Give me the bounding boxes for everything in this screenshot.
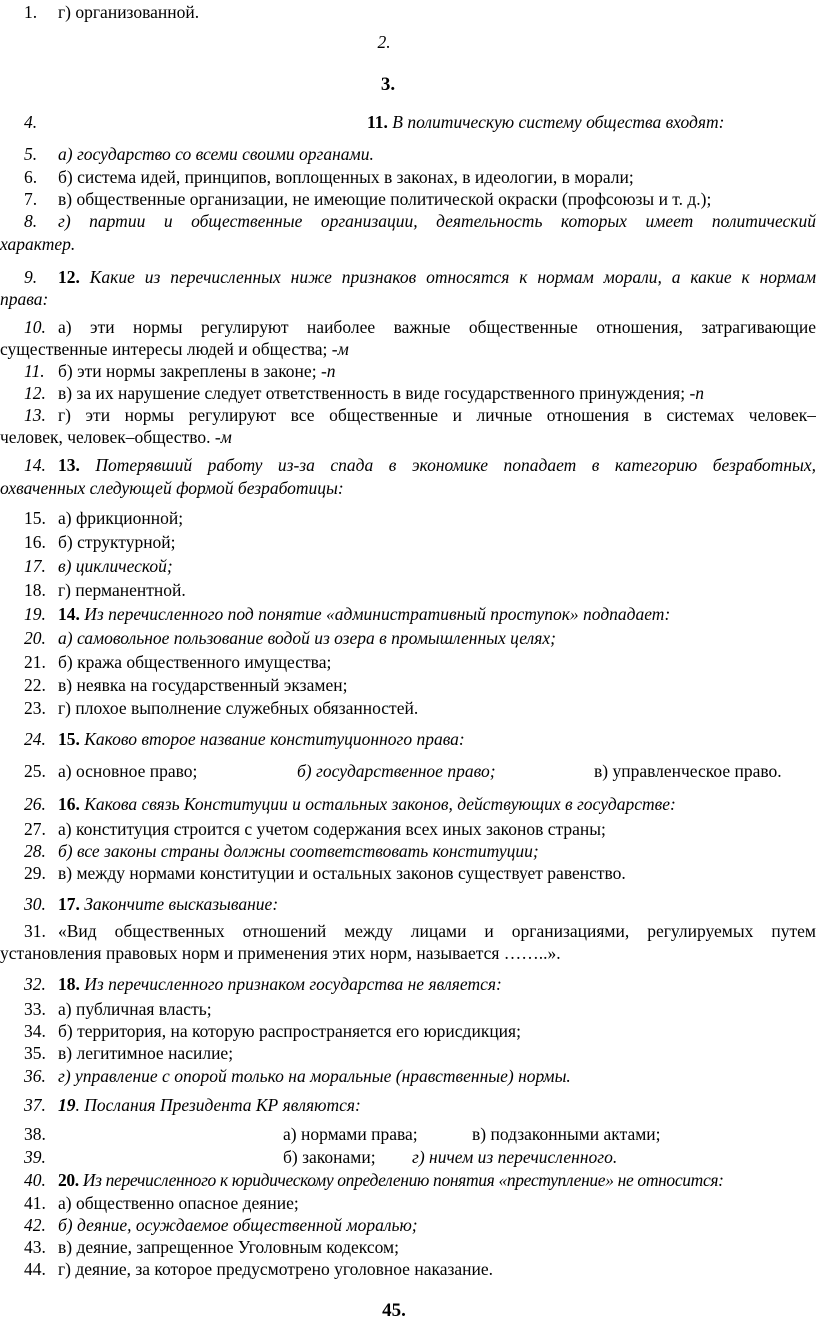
- section-heading-45: 45.: [382, 1300, 406, 1321]
- item-number: 43.: [24, 1237, 46, 1257]
- question-text: Какие из перечисленных ниже признаков относятся к нормам морали, а какие к нормам: [89, 267, 816, 287]
- item-number: 27.: [24, 819, 46, 839]
- answer-mark: -м: [331, 339, 349, 359]
- question-text-continued: охваченных следующей формой безработицы:: [0, 478, 344, 498]
- option-a: а) основное право;: [58, 761, 198, 781]
- item-number: 32.: [24, 974, 46, 994]
- item-text: г) деяние, за которое предусмотрено уголовное наказание.: [58, 1259, 494, 1279]
- item-number: 37.: [24, 1095, 46, 1115]
- item-number: 23.: [24, 698, 46, 718]
- item-number: 33.: [24, 999, 46, 1019]
- item-number: 24.: [24, 729, 46, 749]
- item-number: 44.: [24, 1259, 46, 1279]
- question-number: 11.: [367, 112, 388, 132]
- item-text: в) циклической;: [58, 556, 173, 576]
- item-number: 22.: [24, 675, 46, 695]
- item-text: в) между нормами конституции и остальных законов существует равенство.: [58, 863, 626, 883]
- question-text: Потерявший работу из-за спада в экономике попадает в категорию безработных,: [95, 455, 816, 475]
- item-text: а) конституция строится с учетом содержания всех иных законов страны;: [58, 819, 606, 839]
- item-number: 11.: [24, 361, 45, 381]
- item-text: в) общественные организации, не имеющие политической окраски (профсоюзы и т. д.);: [58, 189, 712, 209]
- item-text: а) общественно опасное деяние;: [58, 1193, 299, 1213]
- item-number: 21.: [24, 652, 46, 672]
- item-text-continued: установления правовых норм и применения этих норм, называется ……..».: [0, 943, 561, 963]
- question-number: 17.: [58, 894, 80, 914]
- item-text: г) управление с опорой только на моральные (нравственные) нормы.: [58, 1066, 571, 1086]
- item-number: 35.: [24, 1043, 46, 1063]
- option-b: б) государственное право;: [297, 761, 496, 781]
- answer-mark: -м: [214, 427, 232, 447]
- answer-mark: -п: [689, 383, 705, 403]
- item-number: 4.: [24, 112, 38, 132]
- item-number: 13.: [24, 405, 46, 425]
- item-number: 42.: [24, 1215, 46, 1235]
- item-text: а) фрикционной;: [58, 508, 184, 528]
- question-text: Из перечисленного под понятие «административный проступок» подпадает:: [84, 604, 671, 624]
- item-text-continued: человек, человек–общество.: [0, 427, 211, 447]
- item-text: б) эти нормы закреплены в законе;: [58, 361, 317, 381]
- item-text: б) все законы страны должны соответствовать конституции;: [58, 841, 539, 861]
- question-number: 14.: [58, 604, 80, 624]
- item-text: б) территория, на которую распространяется его юрисдикция;: [58, 1021, 521, 1041]
- question-number: 12.: [58, 267, 80, 287]
- item-number: 34.: [24, 1021, 46, 1041]
- item-number: 26.: [24, 794, 46, 814]
- question-text-continued: права:: [0, 289, 49, 309]
- item-text: г) перманентной.: [58, 580, 186, 600]
- item-text: г) плохое выполнение служебных обязанностей.: [58, 698, 419, 718]
- item-text: г) эти нормы регулируют все общественные и личные отношения в системах человек–: [58, 405, 816, 425]
- item-number: 31.: [24, 921, 46, 941]
- item-number: 40.: [24, 1170, 46, 1190]
- item-text: б) кража общественного имущества;: [58, 652, 332, 672]
- item-text: а) самовольное пользование водой из озера в промышленных целях;: [58, 628, 556, 648]
- item-text: г) партии и общественные организации, деятельность которых имеет политический: [58, 211, 816, 231]
- question-text: Какова связь Конституции и остальных законов, действующих в государстве:: [84, 794, 676, 814]
- item-number: 9.: [24, 267, 38, 287]
- question-text: Закончите высказывание:: [84, 894, 279, 914]
- question-text: Из перечисленного к юридическому определению понятия «преступление» не относится:: [82, 1170, 724, 1190]
- question-text: В политическую систему общества входят:: [392, 112, 725, 132]
- option-b: б) законами;: [283, 1147, 376, 1167]
- item-number: 18.: [24, 580, 46, 600]
- item-text-continued: существенные интересы людей и общества;: [0, 339, 328, 359]
- section-heading-3: 3.: [380, 74, 396, 95]
- item-number: 39.: [24, 1147, 46, 1167]
- option-v: в) подзаконными актами;: [472, 1124, 661, 1144]
- item-text: в) неявка на государственный экзамен;: [58, 675, 348, 695]
- item-number: 28.: [24, 841, 46, 861]
- item-text: г) организованной.: [58, 2, 200, 22]
- item-number: 20.: [24, 628, 46, 648]
- option-a: а) нормами права;: [283, 1124, 418, 1144]
- item-number: 29.: [24, 863, 46, 883]
- item-text: «Вид общественных отношений между лицами и организациями, регулируемых путем: [58, 921, 816, 941]
- item-number: 12.: [24, 383, 46, 403]
- question-number: 15.: [58, 729, 80, 749]
- item-text: б) деяние, осуждаемое общественной моралью;: [58, 1215, 418, 1235]
- item-number: 7.: [24, 189, 38, 209]
- item-number: 14.: [24, 455, 46, 475]
- question-number: 20.: [58, 1170, 79, 1190]
- item-number: 41.: [24, 1193, 46, 1213]
- item-number: 16.: [24, 532, 46, 552]
- item-number: 17.: [24, 556, 46, 576]
- item-text: в) за их нарушение следует ответственность в виде государственного принуждения;: [58, 383, 686, 403]
- item-text: а) публичная власть;: [58, 999, 212, 1019]
- item-number: 38.: [24, 1124, 46, 1144]
- option-c: в) управленческое право.: [594, 761, 782, 781]
- question-text: . Послания Президента КР являются:: [75, 1095, 361, 1115]
- item-number: 1.: [24, 2, 38, 22]
- section-number-2: 2.: [377, 32, 391, 52]
- item-text-continued: характер.: [0, 234, 76, 254]
- item-number: 25.: [24, 761, 46, 781]
- item-text: б) структурной;: [58, 532, 176, 552]
- question-number: 16.: [58, 794, 80, 814]
- question-text: Каково второе название конституционного права:: [84, 729, 465, 749]
- item-text: б) система идей, принципов, воплощенных в законах, в идеологии, в морали;: [58, 167, 634, 187]
- item-number: 19.: [24, 604, 46, 624]
- item-text: в) деяние, запрещенное Уголовным кодексом;: [58, 1237, 399, 1257]
- option-g: г) ничем из перечисленного.: [412, 1147, 618, 1167]
- question-text: Из перечисленного признаком государства не является:: [84, 974, 502, 994]
- item-number: 10.: [24, 317, 46, 337]
- item-text: в) легитимное насилие;: [58, 1043, 234, 1063]
- item-number: 15.: [24, 508, 46, 528]
- question-number: 19: [58, 1095, 76, 1115]
- item-number: 30.: [24, 894, 46, 914]
- item-text: а) государство со всеми своими органами.: [58, 144, 374, 164]
- item-text: а) эти нормы регулируют наиболее важные общественные отношения, затрагивающие: [58, 317, 816, 337]
- item-number: 6.: [24, 167, 38, 187]
- item-number: 36.: [24, 1066, 46, 1086]
- item-number: 5.: [24, 144, 38, 164]
- question-number: 18.: [58, 974, 80, 994]
- item-number: 8.: [24, 211, 38, 231]
- answer-mark: -п: [320, 361, 336, 381]
- question-number: 13.: [58, 455, 80, 475]
